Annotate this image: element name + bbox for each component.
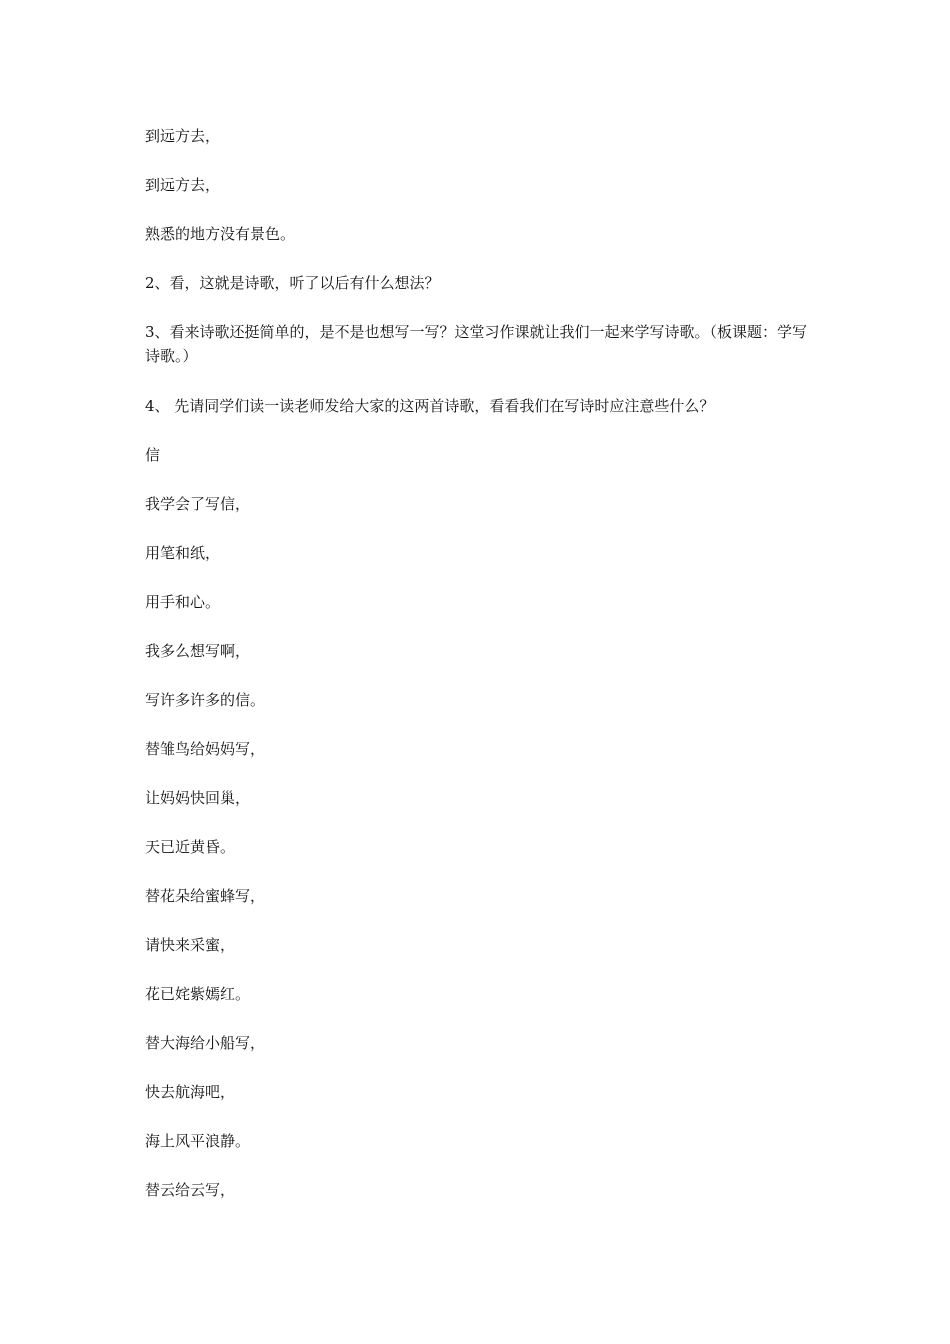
poem-line: 快去航海吧， xyxy=(145,1083,236,1101)
poem-line: 天已近黄昏。 xyxy=(145,838,236,856)
poem-line: 我多么想写啊， xyxy=(145,642,251,660)
poem-line: 我学会了写信， xyxy=(145,495,251,513)
poem-title: 信 xyxy=(145,446,161,464)
poem-line: 用笔和纸， xyxy=(145,544,221,562)
document-body xyxy=(145,124,815,1227)
poem-line: 替花朵给蜜蜂写， xyxy=(145,887,266,905)
poem-line: 替云给云写， xyxy=(145,1181,236,1199)
poem-line: 让妈妈快回巢， xyxy=(145,789,251,807)
poem-line: 用手和心。 xyxy=(145,593,221,611)
poem-line: 请快来采蜜， xyxy=(145,936,236,954)
poem-line: 替大海给小船写， xyxy=(145,1034,266,1052)
poem-line: 到远方去， xyxy=(145,127,221,145)
instruction-step-3: 3、看来诗歌还挺简单的，是不是也想写一写？这堂习作课就让我们一起来学写诗歌。（板课题：学写诗歌。） xyxy=(145,323,808,365)
poem-line: 花已姹紫嫣红。 xyxy=(145,985,251,1003)
poem-line: 海上风平浪静。 xyxy=(145,1132,251,1150)
poem-line: 写许多许多的信。 xyxy=(145,691,266,709)
poem-line: 替雏鸟给妈妈写， xyxy=(145,740,266,758)
poem-line: 到远方去， xyxy=(145,176,221,194)
instruction-step-4: 4、 先请同学们读一读老师发给大家的这两首诗歌，看看我们在写诗时应注意些什么？ xyxy=(145,397,715,415)
instruction-step-2: 2、看，这就是诗歌，听了以后有什么想法？ xyxy=(145,274,440,292)
poem-line: 熟悉的地方没有景色。 xyxy=(145,225,296,243)
